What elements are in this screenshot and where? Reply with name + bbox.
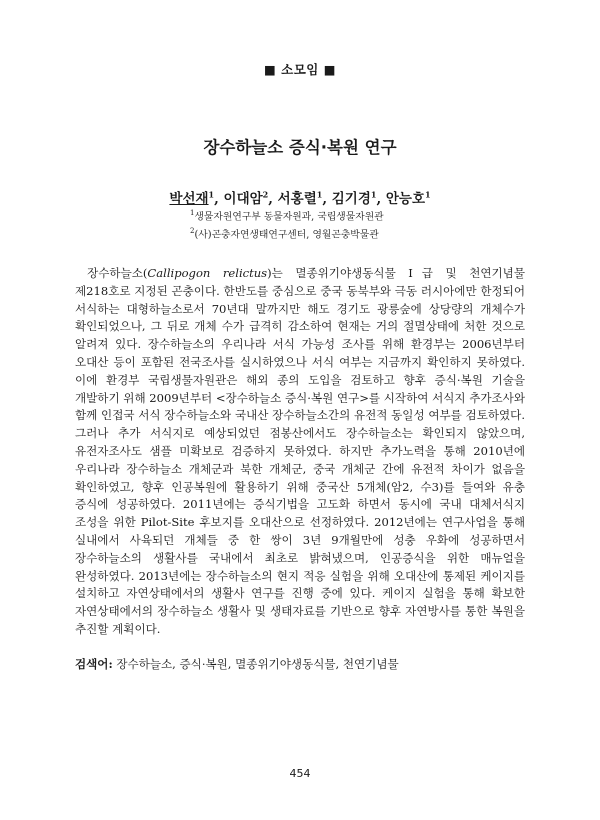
affiliation-line [0, 224, 600, 242]
abstract-body [75, 265, 525, 639]
author-name: 박선재 [169, 191, 209, 207]
author-affiliation-mark: 1 [316, 189, 323, 200]
section-tag: ■ 소모임 ■ [263, 62, 337, 77]
species-name: Callipogon relictus [147, 266, 268, 280]
abstract-text: )는 멸종위기야생동식물 Ⅰ급 및 천연기념물 제218호로 지정된 곤충이다. 한반도를 중심으로 중국 동북부와 극동 러시아에만 한정되어 서식하는 대형하늘소로서 70년대 말까지만 해도 경기도 광릉숲에 상당량의 개체수가 확인되었으나, 그 뒤로 개체 수가 급격히 감소하여 현재는 거의 절멸상태에 처한 것으로 알려져 있다. 장수하늘소의 우리나라 서식 가능성 조사를 위해 환경부는 2006년부터 오대산 등이 포함된 전국조사를 실시하였으나 서식 여부는 지금까지 확인하지 못하였다. 이에 환경부 국립생물자원관은 해외 종의 도입을 검토하고 향후 증식·복원 기술을 개발하기 위해 2009년부터 <장수하늘소 증식·복원 연구>를 시작하여 서식지 추가조사와 함께 인접국 서식 장수하늘소와 국내산 장수하늘소간의 유전적 동일성 여부를 검토하였다. 그러나 추가 서식지로 예상되었던 점봉산에서도 장수하늘소는 확인되지 않았으며, 유전자조사도 샘플 미확보로 검증하지 못하였다. 하지만 추가노력을 통해 2010년에 우리나라 장수하늘소 개체군과 북한 개체군, 중국 개체군 간에 유전적 차이가 없음을 확인하였고, 향후 인공복원에 활용하기 위해 중국산 5개체(암2, 수3)를 들여와 유충 증식에 성공하였다. 2011년에는 증식기법을 고도화 하면서 동시에 국내 대체서식지 조성을 위한 Pilot-Site 후보지를 오대산으로 선정하였다. 2012년에는 연구사업을 통해 실내에서 사육되던 개체들 중 한 쌍이 3년 9개월만에 성충 우화에 성공하면서 장수하늘소의 생활사를 국내에서 최초로 밝혀냈으며, 인공증식을 위한 매뉴얼을 완성하였다. 2013년에는 장수하늘소의 현지 적응 실험을 위해 오대산에 통제된 케이지를 설치하고 자연상태에서의 생활사 연구를 진행 중에 있다. 케이지 실험을 통해 확보한 자연상태에서의 장수하늘소 생활사 및 생태자료를 기반으로 향후 자연방사를 통한 복원을 추진할 계획이다. [75, 266, 525, 636]
author-name: 안능호 [385, 191, 425, 207]
author-name: 김기경 [331, 191, 371, 207]
author-affiliation-mark: 1 [370, 189, 377, 200]
page-number: 454 [289, 767, 311, 780]
keywords-label: 검색어: [75, 657, 113, 671]
author-list: 박선재$^1$, 이대암$^2$, 서홍렬$^1$, 김기경$^1$, 안능호$^1$ [169, 189, 431, 207]
abstract-text: 장수하늘소( [87, 266, 148, 280]
keywords-text: 장수하늘소, 증식·복원, 멸종위기야생동식물, 천연기념물 [112, 657, 399, 671]
affiliation-mark: 1 [190, 209, 195, 217]
affiliation-text: 생물자원연구부 동물자원과, 국립생물자원관 [194, 211, 384, 223]
affiliation-text: (사)곤충자연생태연구센터, 영월곤충박물관 [194, 229, 379, 241]
author-affiliation-mark: 1 [208, 189, 215, 200]
author-name: 서홍렬 [277, 191, 317, 207]
author-affiliation-mark: 1 [424, 189, 431, 200]
affiliation-mark: 2 [190, 227, 195, 236]
keywords [75, 656, 525, 673]
author-affiliation-mark: 2 [262, 189, 269, 200]
author-name: 이대암 [223, 191, 263, 207]
affiliation-list [0, 206, 600, 243]
affiliation-line [0, 206, 600, 224]
paper-title: 장수하늘소 증식·복원 연구 [203, 138, 397, 157]
